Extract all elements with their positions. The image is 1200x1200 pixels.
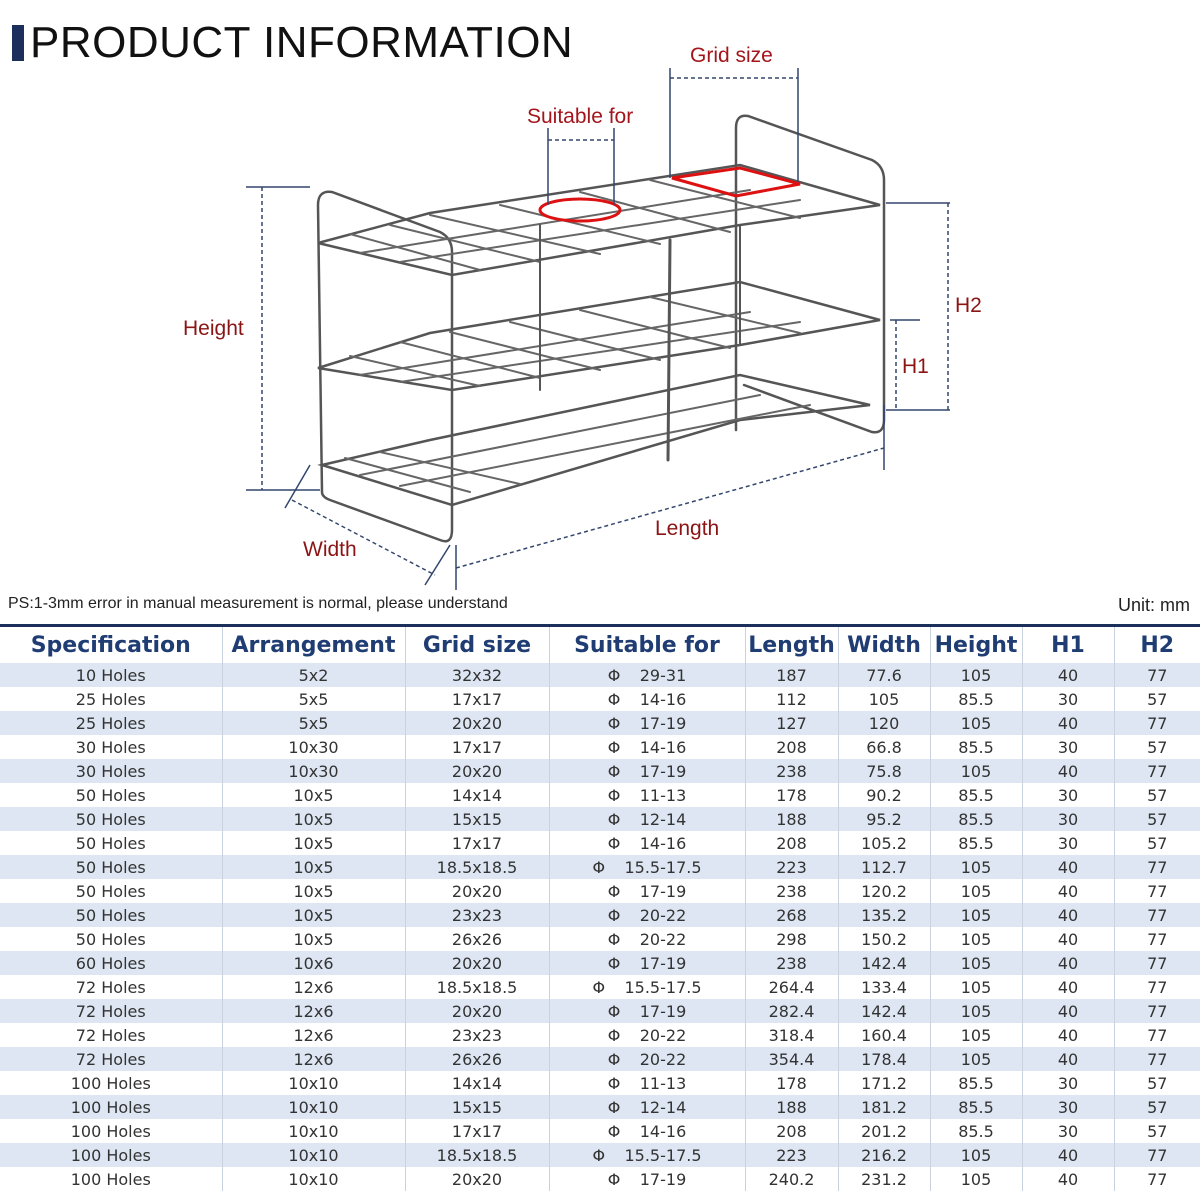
table-cell: 18.5x18.5: [405, 1143, 549, 1167]
table-cell: 50 Holes: [0, 783, 222, 807]
suitable-for-value: 14-16: [639, 1121, 687, 1141]
table-cell: 10x10: [222, 1119, 405, 1143]
table-cell: [549, 711, 745, 735]
table-cell: 238: [745, 879, 838, 903]
table-row: [0, 1143, 1200, 1167]
diameter-symbol: Φ: [607, 1097, 621, 1117]
table-cell: [549, 879, 745, 903]
diameter-symbol: Φ: [607, 905, 621, 925]
table-cell: 40: [1022, 1047, 1114, 1071]
diameter-symbol: Φ: [592, 977, 606, 997]
table-cell: 72 Holes: [0, 1023, 222, 1047]
table-cell: 10x5: [222, 927, 405, 951]
table-cell: 133.4: [838, 975, 930, 999]
table-row: [0, 735, 1200, 759]
table-row: [0, 1167, 1200, 1191]
table-cell: 142.4: [838, 951, 930, 975]
table-cell: 240.2: [745, 1167, 838, 1191]
table-row: [0, 1071, 1200, 1095]
table-cell: 23x23: [405, 903, 549, 927]
table-cell: 30: [1022, 1071, 1114, 1095]
table-cell: 5x5: [222, 711, 405, 735]
table-cell: 188: [745, 807, 838, 831]
suitable-for-value: 17-19: [639, 953, 687, 973]
suitable-for-value: 14-16: [639, 737, 687, 757]
table-cell: 15x15: [405, 807, 549, 831]
table-cell: 57: [1114, 735, 1200, 759]
table-cell: 77: [1114, 999, 1200, 1023]
table-cell: 40: [1022, 903, 1114, 927]
table-cell: 208: [745, 831, 838, 855]
table-cell: 14x14: [405, 1071, 549, 1095]
table-cell: [549, 999, 745, 1023]
table-row: [0, 855, 1200, 879]
table-cell: 142.4: [838, 999, 930, 1023]
table-cell: 18.5x18.5: [405, 975, 549, 999]
table-cell: 20x20: [405, 951, 549, 975]
diameter-symbol: Φ: [607, 881, 621, 901]
table-row: [0, 927, 1200, 951]
table-cell: [549, 1095, 745, 1119]
table-cell: 85.5: [930, 783, 1022, 807]
table-cell: 105: [930, 1143, 1022, 1167]
width-label: Width: [303, 538, 357, 561]
table-cell: 238: [745, 951, 838, 975]
table-cell: [549, 1119, 745, 1143]
table-cell: 12x6: [222, 999, 405, 1023]
column-header: Height: [930, 626, 1022, 664]
table-cell: 150.2: [838, 927, 930, 951]
table-cell: 171.2: [838, 1071, 930, 1095]
table-cell: 20x20: [405, 711, 549, 735]
table-cell: 12x6: [222, 1023, 405, 1047]
table-cell: 20x20: [405, 999, 549, 1023]
table-cell: 77: [1114, 879, 1200, 903]
table-cell: 85.5: [930, 807, 1022, 831]
h1-label: H1: [902, 355, 929, 378]
table-cell: 85.5: [930, 831, 1022, 855]
table-cell: 25 Holes: [0, 711, 222, 735]
table-cell: 231.2: [838, 1167, 930, 1191]
table-cell: 5x2: [222, 663, 405, 687]
table-cell: 10x5: [222, 783, 405, 807]
table-cell: 26x26: [405, 927, 549, 951]
table-cell: 105.2: [838, 831, 930, 855]
table-cell: 208: [745, 735, 838, 759]
table-cell: 160.4: [838, 1023, 930, 1047]
table-cell: 77: [1114, 855, 1200, 879]
table-cell: 50 Holes: [0, 807, 222, 831]
table-cell: 112.7: [838, 855, 930, 879]
table-cell: 77: [1114, 927, 1200, 951]
table-row: [0, 1119, 1200, 1143]
table-cell: 298: [745, 927, 838, 951]
table-cell: 105: [930, 1167, 1022, 1191]
table-cell: 40: [1022, 1167, 1114, 1191]
table-cell: 120.2: [838, 879, 930, 903]
table-cell: 72 Holes: [0, 1047, 222, 1071]
table-cell: 100 Holes: [0, 1167, 222, 1191]
table-cell: 50 Holes: [0, 855, 222, 879]
table-cell: 85.5: [930, 735, 1022, 759]
table-row: [0, 1023, 1200, 1047]
diameter-symbol: Φ: [592, 1145, 606, 1165]
table-cell: 105: [930, 855, 1022, 879]
table-cell: 178: [745, 1071, 838, 1095]
table-cell: 12x6: [222, 975, 405, 999]
table-cell: 40: [1022, 711, 1114, 735]
table-cell: 77: [1114, 759, 1200, 783]
table-cell: 30: [1022, 1119, 1114, 1143]
table-cell: 135.2: [838, 903, 930, 927]
table-row: [0, 759, 1200, 783]
table-cell: 50 Holes: [0, 903, 222, 927]
table-cell: [549, 855, 745, 879]
unit-label: Unit: mm: [1118, 595, 1190, 615]
column-header: H2: [1114, 626, 1200, 664]
table-row: [0, 1095, 1200, 1119]
suitable-for-value: 15.5-17.5: [624, 857, 702, 877]
table-cell: 40: [1022, 1143, 1114, 1167]
diameter-symbol: Φ: [607, 665, 621, 685]
table-cell: 100 Holes: [0, 1143, 222, 1167]
table-row: [0, 687, 1200, 711]
table-cell: 30 Holes: [0, 759, 222, 783]
table-cell: 10x10: [222, 1095, 405, 1119]
table-cell: [549, 735, 745, 759]
table-cell: [549, 687, 745, 711]
table-cell: 105: [930, 879, 1022, 903]
table-cell: 282.4: [745, 999, 838, 1023]
table-cell: 10x10: [222, 1143, 405, 1167]
table-cell: 10x5: [222, 879, 405, 903]
suitable-for-value: 20-22: [639, 1025, 687, 1045]
suitable-for-value: 11-13: [639, 785, 687, 805]
rack-illustration: [318, 116, 884, 542]
table-cell: 268: [745, 903, 838, 927]
table-cell: 85.5: [930, 1071, 1022, 1095]
table-cell: 17x17: [405, 687, 549, 711]
table-row: [0, 831, 1200, 855]
table-cell: 105: [930, 711, 1022, 735]
table-cell: 32x32: [405, 663, 549, 687]
table-cell: 57: [1114, 1095, 1200, 1119]
table-row: [0, 711, 1200, 735]
table-cell: [549, 1143, 745, 1167]
table-cell: 112: [745, 687, 838, 711]
table-cell: 208: [745, 1119, 838, 1143]
table-cell: 181.2: [838, 1095, 930, 1119]
diameter-symbol: Φ: [592, 857, 606, 877]
table-cell: 23x23: [405, 1023, 549, 1047]
table-cell: 187: [745, 663, 838, 687]
table-cell: 95.2: [838, 807, 930, 831]
table-cell: 25 Holes: [0, 687, 222, 711]
table-cell: 85.5: [930, 687, 1022, 711]
table-cell: 77: [1114, 1167, 1200, 1191]
column-header: Suitable for: [549, 626, 745, 664]
length-label: Length: [655, 517, 720, 540]
table-cell: 105: [930, 1023, 1022, 1047]
table-cell: 40: [1022, 975, 1114, 999]
table-cell: 57: [1114, 807, 1200, 831]
table-row: [0, 903, 1200, 927]
table-row: [0, 783, 1200, 807]
table-cell: 10x5: [222, 831, 405, 855]
suitable-for-value: 17-19: [639, 1001, 687, 1021]
table-cell: 30: [1022, 831, 1114, 855]
table-row: [0, 807, 1200, 831]
table-cell: 223: [745, 855, 838, 879]
suitable-for-value: 12-14: [639, 809, 687, 829]
diameter-symbol: Φ: [607, 761, 621, 781]
table-cell: 77: [1114, 975, 1200, 999]
diameter-symbol: Φ: [607, 1073, 621, 1093]
table-cell: 238: [745, 759, 838, 783]
table-cell: 201.2: [838, 1119, 930, 1143]
table-cell: 18.5x18.5: [405, 855, 549, 879]
column-header: Width: [838, 626, 930, 664]
table-cell: 40: [1022, 855, 1114, 879]
table-cell: 178: [745, 783, 838, 807]
table-row: [0, 975, 1200, 999]
table-cell: 77: [1114, 711, 1200, 735]
table-row: [0, 999, 1200, 1023]
table-cell: 50 Holes: [0, 879, 222, 903]
table-body: [0, 663, 1200, 1191]
suitable-for-value: 20-22: [639, 905, 687, 925]
table-cell: 10x10: [222, 1167, 405, 1191]
diameter-symbol: Φ: [607, 689, 621, 709]
table-cell: 77: [1114, 663, 1200, 687]
column-header: Grid size: [405, 626, 549, 664]
table-cell: 85.5: [930, 1095, 1022, 1119]
table-cell: 30: [1022, 735, 1114, 759]
table-cell: 120: [838, 711, 930, 735]
diameter-symbol: Φ: [607, 1049, 621, 1069]
table-cell: 10x5: [222, 903, 405, 927]
table-cell: [549, 1047, 745, 1071]
suitable-for-value: 29-31: [639, 665, 687, 685]
table-cell: [549, 759, 745, 783]
table-cell: 15x15: [405, 1095, 549, 1119]
suitable-for-value: 15.5-17.5: [624, 1145, 702, 1165]
table-cell: 127: [745, 711, 838, 735]
diameter-symbol: Φ: [607, 1121, 621, 1141]
table-cell: [549, 663, 745, 687]
table-cell: 105: [930, 903, 1022, 927]
diameter-symbol: Φ: [607, 1169, 621, 1189]
table-cell: 77: [1114, 1047, 1200, 1071]
table-cell: [549, 927, 745, 951]
table-cell: 264.4: [745, 975, 838, 999]
table-cell: 77: [1114, 1023, 1200, 1047]
table-cell: 17x17: [405, 831, 549, 855]
diameter-symbol: Φ: [607, 785, 621, 805]
column-header: Arrangement: [222, 626, 405, 664]
table-cell: 50 Holes: [0, 831, 222, 855]
table-cell: 40: [1022, 759, 1114, 783]
suitable-for-value: 17-19: [639, 881, 687, 901]
table-cell: 20x20: [405, 879, 549, 903]
table-cell: 10x10: [222, 1071, 405, 1095]
table-cell: 72 Holes: [0, 999, 222, 1023]
table-row: [0, 1047, 1200, 1071]
table-cell: 30: [1022, 783, 1114, 807]
table-cell: [549, 1167, 745, 1191]
table-cell: 85.5: [930, 1119, 1022, 1143]
table-cell: 188: [745, 1095, 838, 1119]
suitable-for-value: 17-19: [639, 1169, 687, 1189]
suitable-for-value: 20-22: [639, 1049, 687, 1069]
table-cell: 105: [930, 927, 1022, 951]
table-cell: [549, 831, 745, 855]
diameter-symbol: Φ: [607, 953, 621, 973]
table-cell: 50 Holes: [0, 927, 222, 951]
suitable-for-value: 12-14: [639, 1097, 687, 1117]
column-header: H1: [1022, 626, 1114, 664]
suitable-for-value: 17-19: [639, 713, 687, 733]
table-cell: 105: [930, 759, 1022, 783]
table-cell: 10 Holes: [0, 663, 222, 687]
table-cell: 30: [1022, 1095, 1114, 1119]
table-cell: 20x20: [405, 1167, 549, 1191]
table-cell: 57: [1114, 831, 1200, 855]
height-label: Height: [183, 317, 244, 340]
suitable-for-value: 17-19: [639, 761, 687, 781]
table-cell: [549, 783, 745, 807]
table-cell: 105: [930, 951, 1022, 975]
table-cell: 105: [930, 663, 1022, 687]
measurement-note: PS:1-3mm error in manual measurement is normal, please understand: [8, 595, 508, 612]
table-cell: [549, 1071, 745, 1095]
table-cell: 77: [1114, 1143, 1200, 1167]
table-header-row: [0, 626, 1200, 664]
suitable-for-value: 14-16: [639, 689, 687, 709]
table-row: [0, 951, 1200, 975]
suitable-for-value: 14-16: [639, 833, 687, 853]
diameter-symbol: Φ: [607, 929, 621, 949]
diameter-symbol: Φ: [607, 833, 621, 853]
spec-table: [0, 624, 1200, 1191]
table-cell: 20x20: [405, 759, 549, 783]
table-cell: 57: [1114, 687, 1200, 711]
h2-label: H2: [955, 294, 982, 317]
diameter-symbol: Φ: [607, 809, 621, 829]
column-header: Specification: [0, 626, 222, 664]
column-header: Length: [745, 626, 838, 664]
table-cell: 72 Holes: [0, 975, 222, 999]
table-cell: 30: [1022, 807, 1114, 831]
table-cell: 100 Holes: [0, 1095, 222, 1119]
table-cell: 100 Holes: [0, 1119, 222, 1143]
diameter-symbol: Φ: [607, 1001, 621, 1021]
table-cell: 77: [1114, 903, 1200, 927]
table-cell: 10x5: [222, 855, 405, 879]
grid-size-label: Grid size: [690, 44, 773, 67]
page-title: PRODUCT INFORMATION: [30, 18, 574, 67]
table-cell: 57: [1114, 1071, 1200, 1095]
table-cell: 40: [1022, 879, 1114, 903]
table-cell: 10x6: [222, 951, 405, 975]
diameter-symbol: Φ: [607, 1025, 621, 1045]
table-cell: 26x26: [405, 1047, 549, 1071]
table-cell: 30 Holes: [0, 735, 222, 759]
table-cell: 77: [1114, 951, 1200, 975]
table-cell: 40: [1022, 999, 1114, 1023]
table-cell: 60 Holes: [0, 951, 222, 975]
table-cell: 17x17: [405, 735, 549, 759]
table-cell: 40: [1022, 1023, 1114, 1047]
table-cell: 75.8: [838, 759, 930, 783]
table-cell: 216.2: [838, 1143, 930, 1167]
table-cell: 105: [930, 1047, 1022, 1071]
suitable-for-label: Suitable for: [527, 105, 634, 128]
suitable-for-value: 15.5-17.5: [624, 977, 702, 997]
table-cell: 178.4: [838, 1047, 930, 1071]
table-cell: 10x5: [222, 807, 405, 831]
table-cell: 12x6: [222, 1047, 405, 1071]
right-frame: [736, 116, 884, 433]
table-cell: 100 Holes: [0, 1071, 222, 1095]
table-cell: [549, 951, 745, 975]
table-cell: 40: [1022, 663, 1114, 687]
table-cell: 17x17: [405, 1119, 549, 1143]
table-cell: 57: [1114, 783, 1200, 807]
table-cell: [549, 903, 745, 927]
table-cell: 57: [1114, 1119, 1200, 1143]
table-cell: [549, 807, 745, 831]
table-cell: [549, 1023, 745, 1047]
table-cell: 105: [838, 687, 930, 711]
table-cell: 105: [930, 975, 1022, 999]
table-cell: 223: [745, 1143, 838, 1167]
diameter-symbol: Φ: [607, 713, 621, 733]
table-cell: 14x14: [405, 783, 549, 807]
table-cell: 77.6: [838, 663, 930, 687]
diameter-symbol: Φ: [607, 737, 621, 757]
table-cell: 105: [930, 999, 1022, 1023]
table-cell: 354.4: [745, 1047, 838, 1071]
table-cell: 90.2: [838, 783, 930, 807]
suitable-for-value: 20-22: [639, 929, 687, 949]
table-cell: 10x30: [222, 759, 405, 783]
table-cell: [549, 975, 745, 999]
table-row: [0, 663, 1200, 687]
table-cell: 10x30: [222, 735, 405, 759]
suitable-for-value: 11-13: [639, 1073, 687, 1093]
table-cell: 66.8: [838, 735, 930, 759]
table-cell: 40: [1022, 927, 1114, 951]
table-row: [0, 879, 1200, 903]
table-cell: 30: [1022, 687, 1114, 711]
table-cell: 40: [1022, 951, 1114, 975]
table-cell: 5x5: [222, 687, 405, 711]
table-cell: 318.4: [745, 1023, 838, 1047]
